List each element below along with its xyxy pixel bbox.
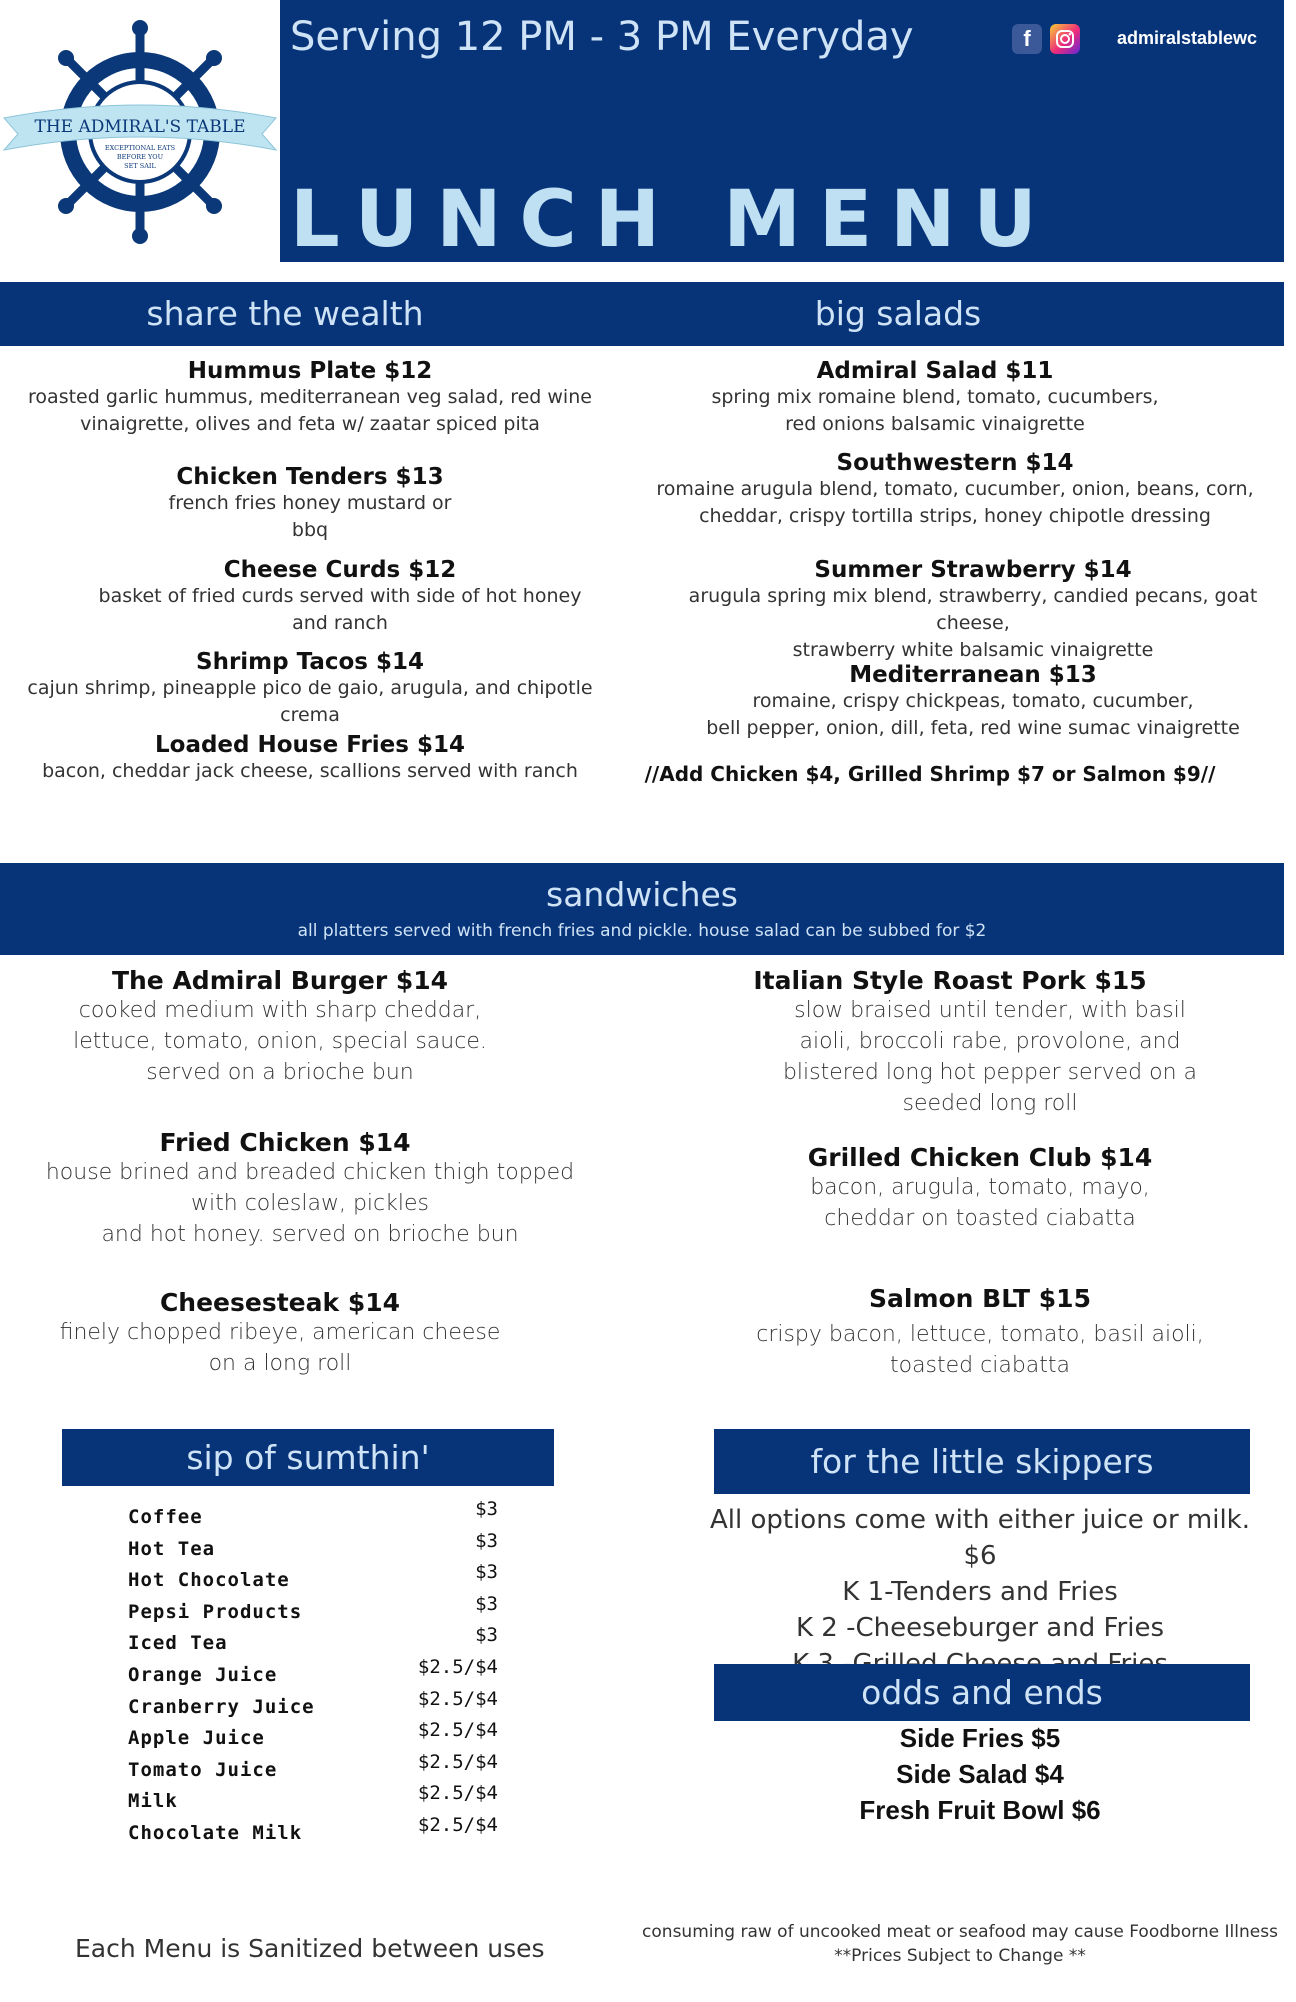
drink-row	[128, 1782, 498, 1814]
sandwiches-subtitle: all platters served with french fries and pickle. house salad can be subbed for $2	[297, 921, 987, 941]
drink-name: Tomato Juice	[128, 1758, 278, 1781]
item-name: The Admiral Burger $14	[111, 966, 449, 995]
odds-list	[700, 1720, 1260, 1828]
disclaimer	[620, 1920, 1296, 1968]
drink-name: Chocolate Milk	[128, 1821, 303, 1844]
drink-price: $2.5/$4	[417, 1719, 498, 1742]
menu-item	[40, 1288, 520, 1379]
item-name: Cheesesteak $14	[159, 1288, 401, 1317]
drink-name: Coffee	[128, 1506, 203, 1528]
drink-price: $3	[475, 1624, 498, 1647]
sandwiches-title: sandwiches	[546, 875, 738, 914]
logo-tagline-3: SET SAIL	[124, 162, 156, 170]
item-name: Italian Style Roast Pork $15	[753, 966, 1147, 995]
serving-hours: Serving 12 PM - 3 PM Everyday	[290, 14, 914, 60]
item-name: Salmon BLT $15	[869, 1284, 1091, 1313]
drink-row	[128, 1656, 498, 1688]
item-name: Fried Chicken $14	[159, 1128, 411, 1157]
drink-name: Pepsi Products	[128, 1600, 303, 1623]
menu-item	[30, 1128, 590, 1250]
drink-name: Hot Tea	[128, 1537, 216, 1560]
item-name: Loaded House Fries $14	[154, 732, 465, 758]
item-desc: roasted garlic hummus, mediterranean veg salad, red wine vinaigrette, olives and feta w/ zaatar spiced pita	[28, 386, 592, 435]
kids-line: K 2 -Cheeseburger and Fries	[795, 1613, 1165, 1643]
drink-row	[128, 1561, 498, 1593]
drink-name: Milk	[128, 1790, 178, 1813]
odds-line: Side Fries $5	[899, 1723, 1061, 1753]
drink-row	[128, 1624, 498, 1656]
item-name: Hummus Plate $12	[187, 358, 433, 384]
sandwiches-band	[0, 863, 1284, 955]
drink-price: $2.5/$4	[417, 1750, 498, 1773]
drinks-title: sip of sumthin'	[186, 1438, 430, 1477]
item-desc: spring mix romaine blend, tomato, cucumbers, red onions balsamic vinaigrette	[711, 386, 1159, 435]
drink-row	[128, 1719, 498, 1751]
social-icons	[1012, 24, 1080, 54]
menu-item	[740, 1143, 1220, 1234]
item-desc: basket of fried curds served with side of hot honey and ranch	[98, 585, 582, 634]
share-band	[0, 282, 640, 346]
logo-tagline-2: BEFORE YOU	[116, 153, 164, 161]
drink-row	[128, 1530, 498, 1562]
item-name: Summer Strawberry $14	[814, 557, 1132, 583]
item-name: Shrimp Tacos $14	[196, 649, 424, 675]
item-desc: crispy bacon, lettuce, tomato, basil aioli, toasted ciabatta	[756, 1322, 1204, 1378]
drink-price: $2.5/$4	[417, 1687, 498, 1710]
sanitized-note: Each Menu is Sanitized between uses	[75, 1934, 545, 1963]
item-name: Admiral Salad $11	[816, 358, 1054, 384]
odds-line: Fresh Fruit Bowl $6	[859, 1795, 1101, 1825]
drinks-band	[62, 1429, 554, 1486]
item-desc: romaine, crispy chickpeas, tomato, cucumber, bell pepper, onion, dill, feta, red wine sumac vinaigrette	[706, 690, 1240, 739]
item-desc: bacon, arugula, tomato, mayo, cheddar on toasted ciabatta	[810, 1175, 1150, 1231]
drink-price: $3	[475, 1529, 498, 1552]
item-desc: french fries honey mustard or bbq	[168, 492, 452, 541]
kids-list	[700, 1502, 1260, 1682]
menu-item	[20, 464, 600, 544]
drink-name: Apple Juice	[128, 1727, 265, 1750]
menu-item	[20, 732, 600, 785]
item-desc: arugula spring mix blend, strawberry, candied pecans, goat cheese, strawberry white balsamic vinaigrette	[688, 585, 1258, 661]
drink-row	[128, 1688, 498, 1720]
drink-price: $3	[475, 1561, 498, 1584]
logo-name: THE ADMIRAL'S TABLE	[34, 117, 246, 137]
menu-item	[60, 557, 620, 637]
menu-item	[730, 966, 1250, 1119]
page-title: LUNCH MENU	[290, 175, 1055, 265]
menu-item	[640, 450, 1270, 530]
drink-price: $2.5/$4	[417, 1655, 498, 1678]
salad-addon: //Add Chicken $4, Grilled Shrimp $7 or Salmon $9//	[644, 762, 1216, 786]
kids-title: for the little skippers	[810, 1442, 1154, 1481]
item-desc: cajun shrimp, pineapple pico de gaio, arugula, and chipotle crema	[27, 677, 593, 726]
logo-tagline-1: EXCEPTIONAL EATS	[104, 144, 176, 152]
instagram-icon[interactable]	[1050, 24, 1080, 54]
menu-item	[20, 649, 600, 729]
menu-item	[740, 1284, 1220, 1381]
drink-row	[128, 1814, 498, 1846]
odds-band	[714, 1664, 1250, 1721]
drink-row	[128, 1593, 498, 1625]
menu-item	[650, 557, 1296, 664]
odds-title: odds and ends	[861, 1673, 1103, 1712]
item-name: Southwestern $14	[836, 450, 1074, 476]
menu-item	[620, 358, 1250, 438]
share-title: share the wealth	[146, 294, 424, 333]
drink-name: Hot Chocolate	[128, 1569, 290, 1592]
social-handle: admiralstablewc	[1117, 28, 1258, 48]
item-desc: slow braised until tender, with basil aioli, broccoli rabe, provolone, and blistered long hot pepper served on a seeded long roll	[782, 998, 1198, 1116]
item-name: Cheese Curds $12	[223, 557, 457, 583]
item-desc: finely chopped ribeye, american cheese on a long roll	[59, 1320, 501, 1376]
facebook-icon[interactable]: f	[1012, 24, 1042, 54]
menu-item	[40, 966, 520, 1088]
drinks-list	[128, 1498, 498, 1846]
item-name: Grilled Chicken Club $14	[807, 1143, 1153, 1172]
admirals-table-logo	[0, 0, 280, 262]
drink-name: Iced Tea	[128, 1632, 228, 1655]
item-desc: romaine arugula blend, tomato, cucumber, onion, beans, corn, cheddar, crispy tortilla strips, honey chipotle dressing	[656, 478, 1254, 527]
item-name: Mediterranean $13	[849, 662, 1097, 688]
disclaimer-line-1: consuming raw of uncooked meat or seafood may cause Foodborne Illness	[642, 1922, 1278, 1942]
item-desc: house brined and breaded chicken thigh topped with coleslaw, pickles and hot honey. served on brioche bun	[45, 1160, 575, 1247]
drink-price: $3	[475, 1498, 498, 1520]
drink-name: Orange Juice	[128, 1663, 278, 1686]
kids-line: All options come with either juice or milk. $6	[709, 1505, 1251, 1571]
drink-row	[128, 1498, 498, 1530]
menu-item	[650, 662, 1296, 742]
drink-price: $2.5/$4	[417, 1813, 498, 1836]
odds-line: Side Salad $4	[896, 1759, 1064, 1789]
item-desc: bacon, cheddar jack cheese, scallions served with ranch	[42, 760, 578, 782]
kids-band	[714, 1429, 1250, 1494]
drink-name: Cranberry Juice	[128, 1695, 315, 1718]
drink-price: $2.5/$4	[417, 1782, 498, 1805]
salads-title: big salads	[814, 294, 982, 333]
drink-row	[128, 1751, 498, 1783]
drink-price: $3	[475, 1592, 498, 1615]
item-desc: cooked medium with sharp cheddar, lettuce, tomato, onion, special sauce. served on a brioche bun	[73, 998, 487, 1085]
item-name: Chicken Tenders $13	[176, 464, 444, 490]
disclaimer-line-2: **Prices Subject to Change **	[834, 1946, 1086, 1966]
kids-line: K 1-Tenders and Fries	[842, 1577, 1118, 1607]
menu-item	[20, 358, 600, 438]
salads-band	[582, 282, 1284, 346]
